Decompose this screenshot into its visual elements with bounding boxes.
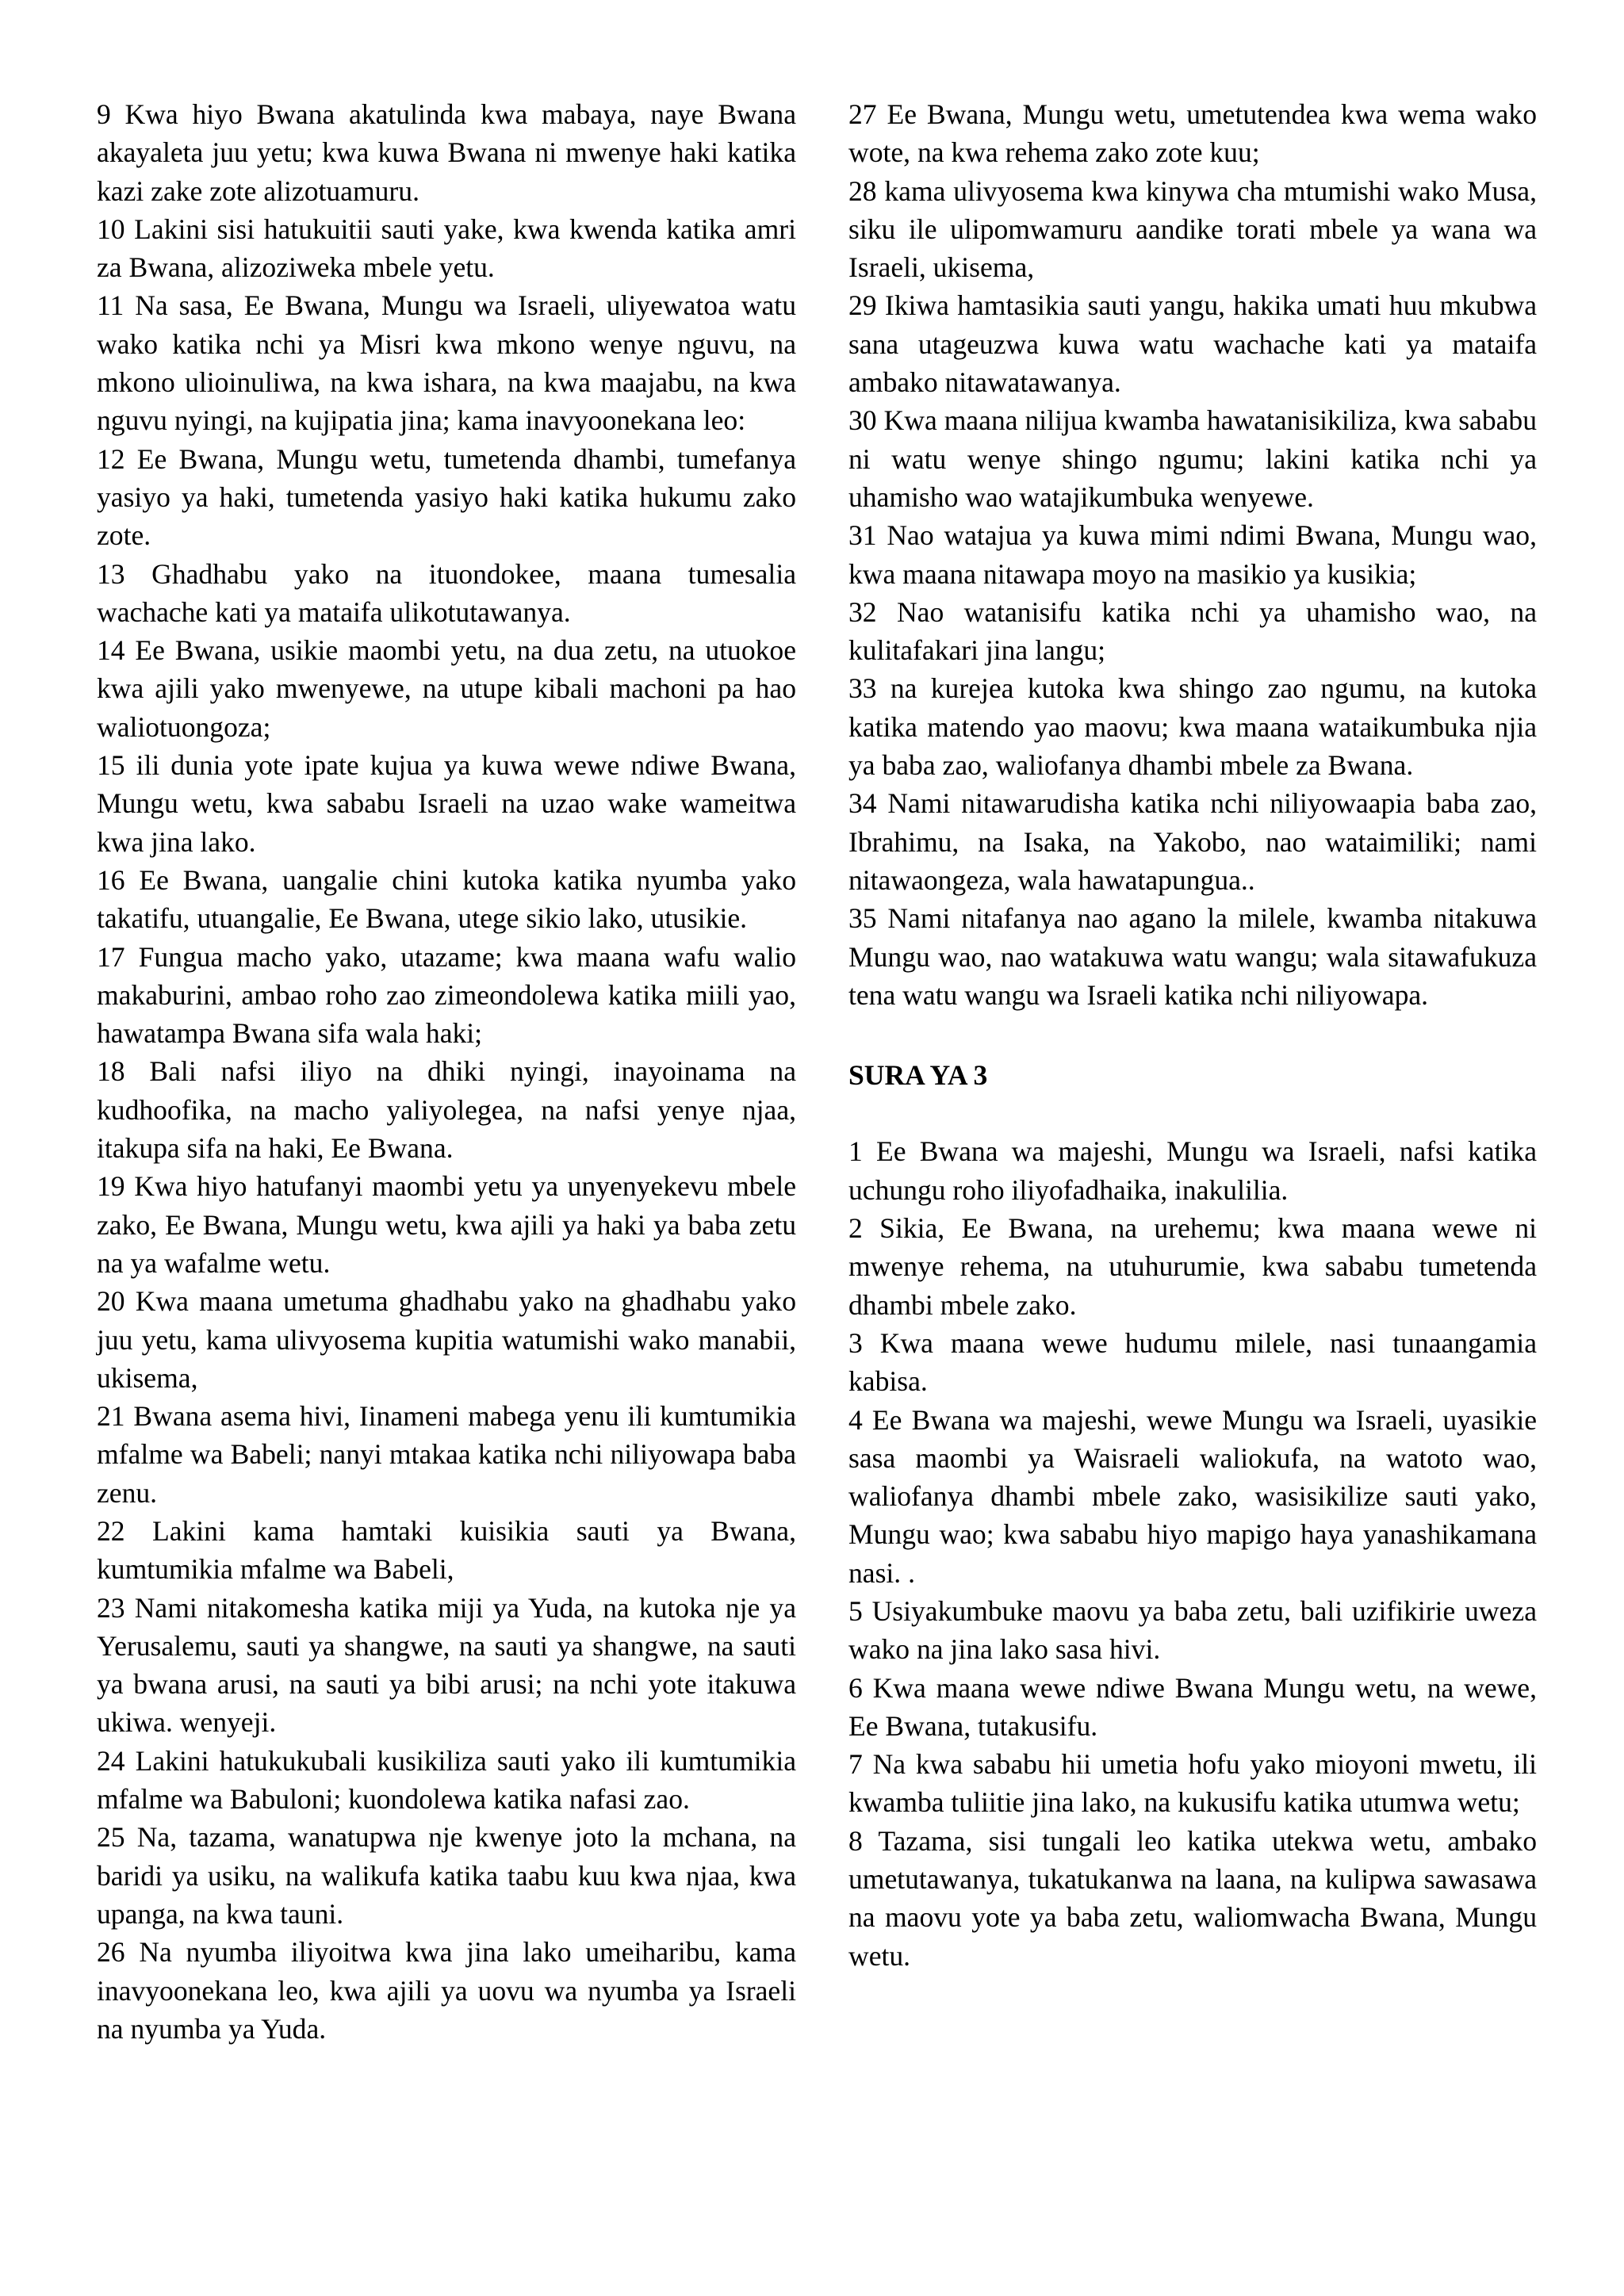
chapter-3-verse-5: 5 Usiyakumbuke maovu ya baba zetu, bali uzifikirie uweza wako na jina lako sasa hivi. <box>848 1594 1537 1666</box>
verse-12: 12 Ee Bwana, Mungu wetu, tumetenda dhambi, tumefanya yasiyo ya haki, tumetenda yasiyo haki katika hukumu zako zote. <box>97 442 796 552</box>
verse-22: 22 Lakini kama hamtaki kuisikia sauti ya Bwana, kumtumikia mfalme wa Babeli, <box>97 1514 796 1586</box>
verse-18: 18 Bali nafsi iliyo na dhiki nyingi, inayoinama na kudhoofika, na macho yaliyolegea, na nafsi yenye njaa, itakupa sifa na haki, Ee Bwana. <box>97 1055 796 1165</box>
chapter-3-verse-3: 3 Kwa maana wewe hudumu milele, nasi tunaangamia kabisa. <box>848 1326 1537 1398</box>
verse-28: 28 kama ulivyosema kwa kinywa cha mtumishi wako Musa, siku ile ulipomwamuru aandike torati mbele ya wana wa Israeli, ukisema, <box>848 174 1537 284</box>
right-column <box>848 95 1537 1975</box>
verse-14: 14 Ee Bwana, usikie maombi yetu, na dua zetu, na utuokoe kwa ajili yako mwenyewe, na utupe kibali machoni pa hao waliotuongoza; <box>97 634 796 743</box>
verse-29: 29 Ikiwa hamtasikia sauti yangu, hakika umati huu mkubwa sana utageuzwa kuwa watu wachache kati ya mataifa ambako nitawatawanya. <box>848 289 1537 399</box>
verse-9: 9 Kwa hiyo Bwana akatulinda kwa mabaya, naye Bwana akayaleta juu yetu; kwa kuwa Bwana ni mwenye haki katika kazi zake zote alizotuamuru. <box>97 98 796 207</box>
verse-24: 24 Lakini hatukukubali kusikiliza sauti yako ili kumtumikia mfalme wa Babuloni; kuondolewa katika nafasi zao. <box>97 1744 796 1816</box>
verse-31: 31 Nao watajua ya kuwa mimi ndimi Bwana, Mungu wao, kwa maana nitawapa moyo na masikio ya kusikia; <box>848 519 1537 590</box>
verse-23: 23 Nami nitakomesha katika miji ya Yuda, na kutoka nje ya Yerusalemu, sauti ya shangwe, na sauti ya shangwe, na sauti ya bwana arusi, na sauti ya bibi arusi; na nchi yote itakuwa ukiwa. wenyeji. <box>97 1591 796 1739</box>
verse-10: 10 Lakini sisi hatukuitii sauti yake, kwa kwenda katika amri za Bwana, alizoziweka mbele yetu. <box>97 212 796 284</box>
verse-25: 25 Na, tazama, wanatupwa nje kwenye joto la mchana, na baridi ya usiku, na walikufa katika taabu kuu kwa njaa, kwa upanga, na kwa tauni. <box>97 1821 796 1930</box>
verse-26: 26 Na nyumba iliyoitwa kwa jina lako umeiharibu, kama inavyoonekana leo, kwa ajili ya uovu wa nyumba ya Israeli na nyumba ya Yuda. <box>97 1936 796 2045</box>
verse-35: 35 Nami nitafanya nao agano la milele, kwamba nitakuwa Mungu wao, nao watakuwa watu wangu; wala sitawafukuza tena watu wangu wa Israeli katika nchi niliyowapa. <box>848 902 1537 1011</box>
chapter-3-verse-6: 6 Kwa maana wewe ndiwe Bwana Mungu wetu, na wewe, Ee Bwana, tutakusifu. <box>848 1671 1537 1742</box>
chapter-3-verse-2: 2 Sikia, Ee Bwana, na urehemu; kwa maana wewe ni mwenye rehema, na utuhurumie, kwa sababu tumetenda dhambi mbele zako. <box>848 1212 1537 1321</box>
chapter-3-verse-1: 1 Ee Bwana wa majeshi, Mungu wa Israeli, nafsi katika uchungu roho iliyofadhaika, inakulilia. <box>848 1135 1537 1206</box>
verse-15: 15 ili dunia yote ipate kujua ya kuwa wewe ndiwe Bwana, Mungu wetu, kwa sababu Israeli na uzao wake wameitwa kwa jina lako. <box>97 749 796 858</box>
chapter-3-verse-4: 4 Ee Bwana wa majeshi, wewe Mungu wa Israeli, uyasikie sasa maombi ya Waisraeli waliokufa, na watoto wao, waliofanya dhambi mbele zako, wasisikilize sauti yako, Mungu wao; kwa sababu hiyo mapigo haya yanashikamana nasi. . <box>848 1403 1537 1589</box>
verse-13: 13 Ghadhabu yako na ituondokee, maana tumesalia wachache kati ya mataifa ulikotutawanya. <box>97 557 796 628</box>
verse-20: 20 Kwa maana umetuma ghadhabu yako na ghadhabu yako juu yetu, kama ulivyosema kupitia watumishi wako manabii, ukisema, <box>97 1285 796 1394</box>
verse-11: 11 Na sasa, Ee Bwana, Mungu wa Israeli, uliyewatoa watu wako katika nchi ya Misri kwa mkono wenye nguvu, na mkono ulioinuliwa, na kwa ishara, na kwa maajabu, na kwa nguvu nyingi, na kujipatia jina; kama inavyoonekana leo: <box>97 289 796 437</box>
verse-17: 17 Fungua macho yako, utazame; kwa maana wafu walio makaburini, ambao roho zao zimeondolewa katika miili yao, hawatampa Bwana sifa wala haki; <box>97 940 796 1050</box>
verse-33: 33 na kurejea kutoka kwa shingo zao ngumu, na kutoka katika matendo yao maovu; kwa maana wataikumbuka njia ya baba zao, waliofanya dhambi mbele za Bwana. <box>848 672 1537 782</box>
verse-21: 21 Bwana asema hivi, Iinameni mabega yenu ili kumtumikia mfalme wa Babeli; nanyi mtakaa katika nchi niliyowapa baba zenu. <box>97 1400 796 1509</box>
verse-16: 16 Ee Bwana, uangalie chini kutoka katika nyumba yako takatifu, utuangalie, Ee Bwana, utege sikio lako, utusikie. <box>97 863 796 935</box>
verse-19: 19 Kwa hiyo hatufanyi maombi yetu ya unyenyekevu mbele zako, Ee Bwana, Mungu wetu, kwa ajili ya haki ya baba zetu na ya wafalme wetu. <box>97 1170 796 1279</box>
verse-27: 27 Ee Bwana, Mungu wetu, umetutendea kwa wema wako wote, na kwa rehema zako zote kuu; <box>848 98 1537 169</box>
left-column <box>97 95 796 2048</box>
verse-30: 30 Kwa maana nilijua kwamba hawatanisikiliza, kwa sababu ni watu wenye shingo ngumu; lakini katika nchi ya uhamisho wao watajikumbuka wenyewe. <box>848 404 1537 513</box>
verse-32: 32 Nao watanisifu katika nchi ya uhamisho wao, na kulitafakari jina langu; <box>848 595 1537 667</box>
chapter-heading: SURA YA 3 <box>848 1059 988 1092</box>
chapter-3-verse-8: 8 Tazama, sisi tungali leo katika utekwa wetu, ambako umetutawanya, tukatukanwa na laana, na kulipwa sawasawa na maovu yote ya baba zetu, waliomwacha Bwana, Mungu wetu. <box>848 1824 1537 1972</box>
verse-34: 34 Nami nitawarudisha katika nchi niliyowaapia baba zao, Ibrahimu, na Isaka, na Yakobo, nao wataimiliki; nami nitawaongeza, wala hawatapungua.. <box>848 787 1537 896</box>
chapter-3-verse-7: 7 Na kwa sababu hii umetia hofu yako mioyoni mwetu, ili kwamba tuliitie jina lako, na kukusifu katika utumwa wetu; <box>848 1748 1537 1819</box>
